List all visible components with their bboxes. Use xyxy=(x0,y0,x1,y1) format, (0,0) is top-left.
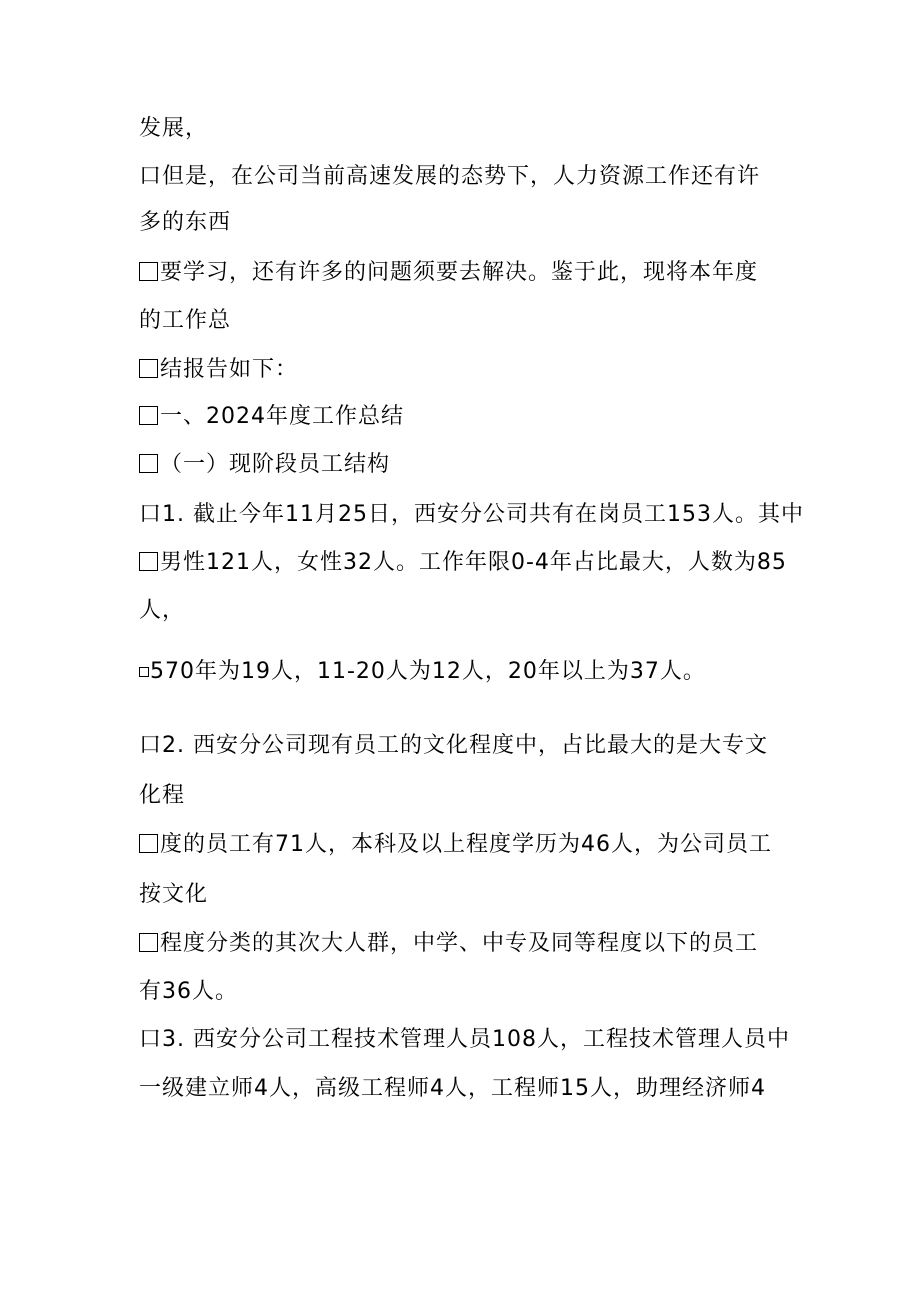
text-line xyxy=(139,929,758,959)
line-marker: 口 xyxy=(139,164,163,189)
text-line xyxy=(139,258,758,288)
line-text: 男性121人，女性32人。工作年限0-4年占比最大，人数为85 xyxy=(160,550,787,575)
text-line xyxy=(139,1025,790,1055)
text-line xyxy=(139,830,772,860)
line-text: 度的员工有71人，本科及以上程度学历为46人，为公司员工 xyxy=(160,832,772,857)
line-text: 要学习，还有许多的问题须要去解决。鉴于此，现将本年度 xyxy=(160,260,759,285)
line-text: 多的东西 xyxy=(139,210,232,235)
line-text: 570年为19人，11-20人为12人，20年以上为37人。 xyxy=(150,659,706,684)
line-marker: 口 xyxy=(139,1027,163,1052)
line-text: 有36人。 xyxy=(139,979,238,1004)
line-text: 发展， xyxy=(139,116,209,141)
text-line xyxy=(139,162,760,192)
text-line xyxy=(139,731,768,761)
line-text: 化程 xyxy=(139,783,186,808)
text-line xyxy=(139,977,238,1007)
line-text: 但是，在公司当前高速发展的态势下，人力资源工作还有许 xyxy=(162,164,761,189)
text-line xyxy=(139,500,804,530)
checkbox-marker xyxy=(139,834,158,853)
line-text: 一级建立师4人，高级工程师4人，工程师15人，助理经济师4 xyxy=(139,1076,766,1101)
text-line xyxy=(139,596,185,626)
text-line xyxy=(139,1074,766,1104)
line-text: 程度分类的其次大人群，中学、中专及同等程度以下的员工 xyxy=(160,931,759,956)
checkbox-marker xyxy=(139,406,158,425)
line-text: 1. 截止今年11月25日，西安分公司共有在岗员工153人。其中 xyxy=(162,502,804,527)
text-line xyxy=(139,450,390,480)
text-line xyxy=(139,657,706,687)
checkbox-marker xyxy=(139,262,158,281)
text-line xyxy=(139,880,208,910)
checkbox-marker xyxy=(139,454,158,473)
text-line xyxy=(139,781,185,811)
checkbox-marker xyxy=(139,933,158,952)
line-text: 一、2024年度工作总结 xyxy=(160,404,404,429)
line-text: 人， xyxy=(139,598,186,623)
text-line xyxy=(139,306,231,336)
line-text: 按文化 xyxy=(139,882,209,907)
checkbox-marker xyxy=(139,359,158,378)
text-line xyxy=(139,114,208,144)
line-marker: 口 xyxy=(139,733,163,758)
line-text: （一）现阶段员工结构 xyxy=(160,452,391,477)
text-line xyxy=(139,208,231,238)
line-text: 结报告如下： xyxy=(160,357,299,382)
text-line xyxy=(139,548,787,578)
line-text: 的工作总 xyxy=(139,308,232,333)
line-marker: 口 xyxy=(139,502,163,527)
text-line xyxy=(139,402,404,432)
text-line xyxy=(139,355,298,385)
line-text: 3. 西安分公司工程技术管理人员108人，工程技术管理人员中 xyxy=(162,1027,790,1052)
line-text: 2. 西安分公司现有员工的文化程度中，占比最大的是大专文 xyxy=(162,733,769,758)
checkbox-marker xyxy=(139,667,149,677)
checkbox-marker xyxy=(139,552,158,571)
